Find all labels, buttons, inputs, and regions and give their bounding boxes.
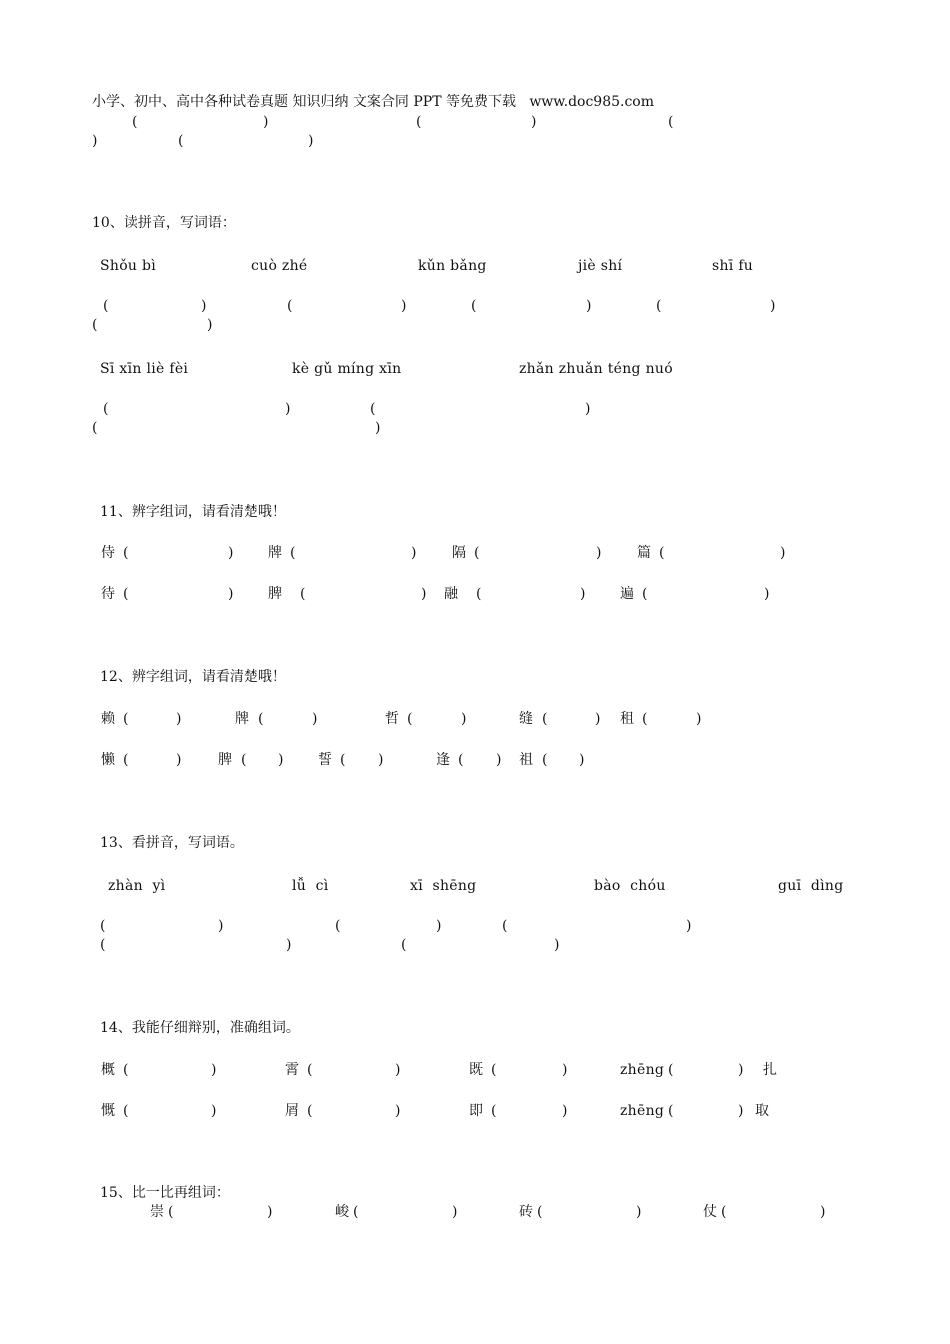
q14-char: 慨 — [101, 1103, 115, 1119]
q14-char: 屑 — [285, 1103, 299, 1119]
paren-open: ( — [542, 711, 548, 727]
paren-open: ( — [307, 1103, 313, 1119]
q10-pinyin: zhǎn zhuǎn téng nuó — [519, 361, 673, 377]
paren-open: ( — [474, 545, 480, 561]
page-header: 小学、初中、高中各种试卷真题 知识归纳 文案合同 PPT 等免费下载 www.doc985.com — [92, 94, 655, 110]
paren-close: ) — [452, 1204, 458, 1220]
paren-open: ( — [471, 298, 477, 314]
paren-open: ( — [123, 752, 129, 768]
paren-open: ( — [642, 711, 648, 727]
paren-close: ) — [436, 918, 442, 934]
paren-close: ) — [92, 133, 98, 149]
paren-close: ) — [228, 545, 234, 561]
paren-close: ) — [211, 1062, 217, 1078]
q10-pinyin: Sī xīn liè fèi — [100, 361, 189, 377]
q13-pinyin: xī shēng — [410, 878, 477, 894]
paren-open: ( — [123, 586, 129, 602]
paren-open: ( — [178, 133, 184, 149]
paren-close: ) — [211, 1103, 217, 1119]
paren-close: ) — [596, 545, 602, 561]
paren-open: ( — [668, 1103, 674, 1119]
paren-open: ( — [132, 114, 138, 130]
q11-char: 待 — [101, 586, 115, 602]
paren-close: ) — [496, 752, 502, 768]
paren-open: ( — [401, 937, 407, 953]
paren-close: ) — [375, 420, 381, 436]
q12-char: 牌 — [235, 711, 249, 727]
paren-close: ) — [395, 1062, 401, 1078]
paren-close: ) — [378, 752, 384, 768]
paren-close: ) — [228, 586, 234, 602]
paren-close: ) — [207, 317, 213, 333]
q13-pinyin: guī dìng — [778, 878, 844, 894]
paren-close: ) — [201, 298, 207, 314]
paren-open: ( — [307, 1062, 313, 1078]
paren-close: ) — [696, 711, 702, 727]
q12-char: 缝 — [519, 711, 533, 727]
q11-char: 侍 — [101, 545, 115, 561]
paren-close: ) — [421, 586, 427, 602]
paren-close: ) — [738, 1103, 744, 1119]
q10-pinyin: cuò zhé — [251, 258, 308, 274]
q14-pinyin: zhēng — [620, 1062, 665, 1078]
q15-char: 峻 — [335, 1204, 349, 1220]
q13-pinyin: zhàn yì — [108, 878, 166, 894]
paren-open: ( — [491, 1103, 497, 1119]
paren-close: ) — [764, 586, 770, 602]
paren-close: ) — [554, 937, 560, 953]
q15-char: 砖 — [519, 1204, 533, 1220]
paren-open: ( — [103, 298, 109, 314]
paren-open: ( — [290, 545, 296, 561]
paren-open: ( — [642, 586, 648, 602]
paren-close: ) — [308, 133, 314, 149]
paren-open: ( — [656, 298, 662, 314]
q14-char: 即 — [469, 1103, 483, 1119]
paren-open: ( — [123, 1062, 129, 1078]
paren-open: ( — [241, 752, 247, 768]
paren-open: ( — [168, 1204, 174, 1220]
paren-close: ) — [579, 752, 585, 768]
q12-char: 租 — [620, 711, 634, 727]
paren-close: ) — [770, 298, 776, 314]
paren-close: ) — [531, 114, 537, 130]
q11-char: 脾 — [268, 586, 282, 602]
q14-char: 概 — [101, 1062, 115, 1078]
q14-char: 取 — [755, 1103, 769, 1119]
q10-title: 10、读拼音，写词语： — [92, 215, 236, 231]
q11-char: 篇 — [637, 545, 651, 561]
q12-char: 懒 — [101, 752, 115, 768]
paren-close: ) — [585, 401, 591, 417]
paren-close: ) — [286, 937, 292, 953]
q10-pinyin: jiè shí — [578, 258, 623, 274]
q13-pinyin: lǚ cì — [292, 878, 329, 894]
q11-title: 11、辨字组词，请看清楚哦！ — [100, 504, 286, 520]
paren-close: ) — [401, 298, 407, 314]
paren-open: ( — [340, 752, 346, 768]
q12-char: 赖 — [101, 711, 115, 727]
paren-open: ( — [123, 711, 129, 727]
paren-close: ) — [263, 114, 269, 130]
paren-open: ( — [407, 711, 413, 727]
paren-open: ( — [542, 752, 548, 768]
q12-char: 逢 — [436, 752, 450, 768]
paren-open: ( — [100, 937, 106, 953]
q10-pinyin: kè gǔ míng xīn — [292, 361, 402, 377]
paren-close: ) — [312, 711, 318, 727]
paren-open: ( — [668, 1062, 674, 1078]
q15-char: 仗 — [703, 1204, 717, 1220]
q14-char: 霄 — [285, 1062, 299, 1078]
paren-open: ( — [502, 918, 508, 934]
paren-close: ) — [176, 752, 182, 768]
paren-close: ) — [218, 918, 224, 934]
paren-close: ) — [562, 1103, 568, 1119]
q14-title: 14、我能仔细辩别，准确组词。 — [100, 1020, 300, 1036]
q10-pinyin: Shǒu bì — [100, 258, 157, 274]
paren-open: ( — [100, 918, 106, 934]
paren-open: ( — [476, 586, 482, 602]
paren-close: ) — [580, 586, 586, 602]
paren-open: ( — [92, 317, 98, 333]
paren-open: ( — [123, 1103, 129, 1119]
paren-close: ) — [411, 545, 417, 561]
q15-char: 崇 — [150, 1204, 164, 1220]
q14-char: 扎 — [763, 1062, 777, 1078]
paren-open: ( — [92, 420, 98, 436]
q12-char: 祖 — [519, 752, 533, 768]
paren-open: ( — [353, 1204, 359, 1220]
paren-close: ) — [686, 918, 692, 934]
paren-open: ( — [335, 918, 341, 934]
paren-close: ) — [176, 711, 182, 727]
q14-char: 既 — [469, 1062, 483, 1078]
q10-pinyin: shī fu — [712, 258, 754, 274]
paren-open: ( — [258, 711, 264, 727]
paren-open: ( — [103, 401, 109, 417]
paren-open: ( — [416, 114, 422, 130]
paren-close: ) — [562, 1062, 568, 1078]
paren-close: ) — [595, 711, 601, 727]
paren-open: ( — [300, 586, 306, 602]
q12-char: 脾 — [218, 752, 232, 768]
paren-close: ) — [285, 401, 291, 417]
paren-close: ) — [395, 1103, 401, 1119]
q11-char: 遍 — [620, 586, 634, 602]
paren-close: ) — [738, 1062, 744, 1078]
q13-title: 13、看拼音，写词语。 — [100, 835, 244, 851]
q11-char: 隔 — [452, 545, 466, 561]
q12-char: 哲 — [385, 711, 399, 727]
paren-open: ( — [370, 401, 376, 417]
q12-title: 12、辨字组词，请看清楚哦！ — [100, 669, 286, 685]
q11-char: 牌 — [268, 545, 282, 561]
q13-pinyin: bào chóu — [594, 878, 666, 894]
paren-open: ( — [537, 1204, 543, 1220]
paren-open: ( — [287, 298, 293, 314]
paren-open: ( — [659, 545, 665, 561]
q15-title: 15、比一比再组词： — [100, 1185, 230, 1201]
paren-open: ( — [668, 114, 674, 130]
q12-char: 誓 — [318, 752, 332, 768]
paren-open: ( — [123, 545, 129, 561]
paren-close: ) — [278, 752, 284, 768]
q14-pinyin: zhēng — [620, 1103, 665, 1119]
paren-close: ) — [267, 1204, 273, 1220]
paren-close: ) — [780, 545, 786, 561]
paren-open: ( — [491, 1062, 497, 1078]
q10-pinyin: kǔn bǎng — [418, 258, 487, 274]
q11-char: 融 — [444, 586, 458, 602]
paren-open: ( — [721, 1204, 727, 1220]
paren-close: ) — [636, 1204, 642, 1220]
paren-close: ) — [820, 1204, 826, 1220]
paren-close: ) — [461, 711, 467, 727]
paren-close: ) — [586, 298, 592, 314]
paren-open: ( — [458, 752, 464, 768]
